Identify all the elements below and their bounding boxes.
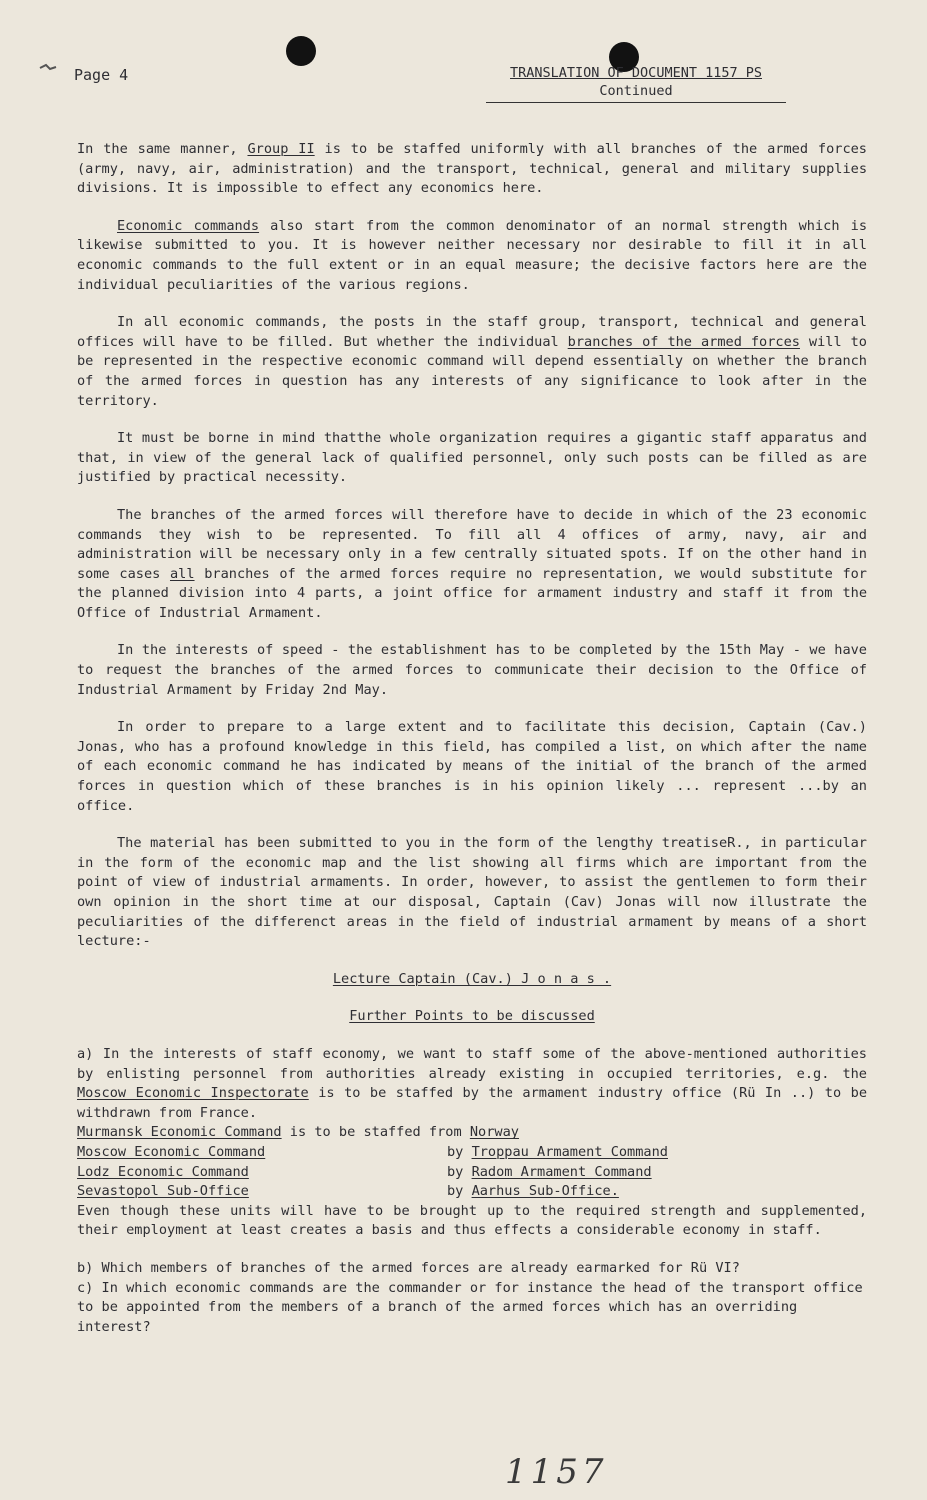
staffing-row: Moscow Economic Command by Troppau Armament Command	[77, 1143, 668, 1160]
point-c: c) In which economic commands are the commander or for instance the head of the transport office to be appointed from the members of a branch of the armed forces which has an overriding interest?	[77, 1279, 863, 1335]
document-header	[486, 64, 786, 103]
point-a: a) In the interests of staff economy, we want to staff some of the above-mentioned authorities by enlisting personnel from authorities already existing in occupied territories, e.g. the Moscow Economic Inspectorate is to be staffed by the armament industry office (Rü In ..) to be withdrawn from France.	[77, 1045, 868, 1121]
further-points-heading: Further Points to be discussed	[349, 1008, 595, 1025]
paragraph: It must be borne in mind thatthe whole organization requires a gigantic staff apparatus and that, in view of the general lack of qualified personnel, only such posts can be filled as are justified by practical necessity.	[77, 430, 867, 486]
point-b: b) Which members of branches of the armed forces are already earmarked for Rü VI?	[77, 1259, 740, 1276]
paragraph: In the same manner, Group II is to be staffed uniformly with all branches of the armed forces (army, navy, air, administration) and the transport, technical, general and military supplies divisions. It is impossible to effect any economics here.	[77, 141, 867, 197]
page-number: Page 4	[74, 66, 129, 84]
lecture-heading: Lecture Captain (Cav.) J o n a s .	[332, 970, 612, 987]
paragraph: In all economic commands, the posts in the staff group, transport, technical and general offices will have to be filled. But whether the individual branches of the armed forces will to be represented in the respective economic command will depend essentially on whether the branch of the armed forces in question has any interests of any significance to look after in the territory.	[77, 314, 867, 409]
paragraph: Economic commands also start from the common denominator of an normal strength which is likewise submitted to you. It is however neither necessary nor desirable to fill it in all economic commands to the full extent or in an equal measure; the decisive factors here are the individual peculiarities of the various regions.	[77, 217, 867, 293]
punch-hole	[286, 36, 316, 66]
handwritten-document-number: 1157	[505, 1452, 608, 1492]
document-body	[77, 140, 867, 1337]
paragraph: In the interests of speed - the establishment has to be completed by the 15th May - we have to request the branches of the armed forces to communicate their decision to the Office of Industrial Armament by Friday 2nd May.	[77, 642, 867, 698]
header-continued: Continued	[486, 82, 786, 103]
paragraph: The branches of the armed forces will therefore have to decide in which of the 23 economic commands they wish to be represented. To fill all 4 offices of army, navy, air and administration will be necessary only in a few centrally situated spots. If on the other hand in some cases all branches of the armed forces require no representation, we would substitute for the planned division into 4 parts, a joint office for armament industry and staff it from the Office of Industrial Armament.	[77, 506, 867, 621]
point-a-conclusion: Even though these units will have to be brought up to the required strength and supplemented, their employment at least creates a basis and thus effects a considerable economy in staff.	[77, 1202, 867, 1239]
murmansk-line: Murmansk Economic Command is to be staffed from Norway	[77, 1124, 519, 1141]
staffing-row: Lodz Economic Command by Radom Armament Command	[77, 1163, 652, 1180]
paragraph: The material has been submitted to you in the form of the lengthy treatiseR., in particular in the form of the economic map and the list showing all firms which are important from the point of view of industrial armaments. In order, however, to assist the gentlemen to form their own opinion in the short time at our disposal, Captain (Cav) Jonas will now illustrate the peculiarities of the differenct areas in the field of industrial armament by means of a short lecture:-	[77, 835, 867, 950]
staffing-row: Sevastopol Sub-Office by Aarhus Sub-Office.	[77, 1183, 619, 1200]
ink-smudge	[38, 62, 58, 74]
paragraph: In order to prepare to a large extent and to facilitate this decision, Captain (Cav.) Jonas, who has a profound knowledge in this field, has compiled a list, on which after the name of each economic command he has indicated by means of the initial of the branch of the armed forces in question which of these branches is in his opinion likely ... represent ...by an office.	[77, 719, 867, 814]
header-title: TRANSLATION OF DOCUMENT 1157 PS	[510, 65, 762, 81]
